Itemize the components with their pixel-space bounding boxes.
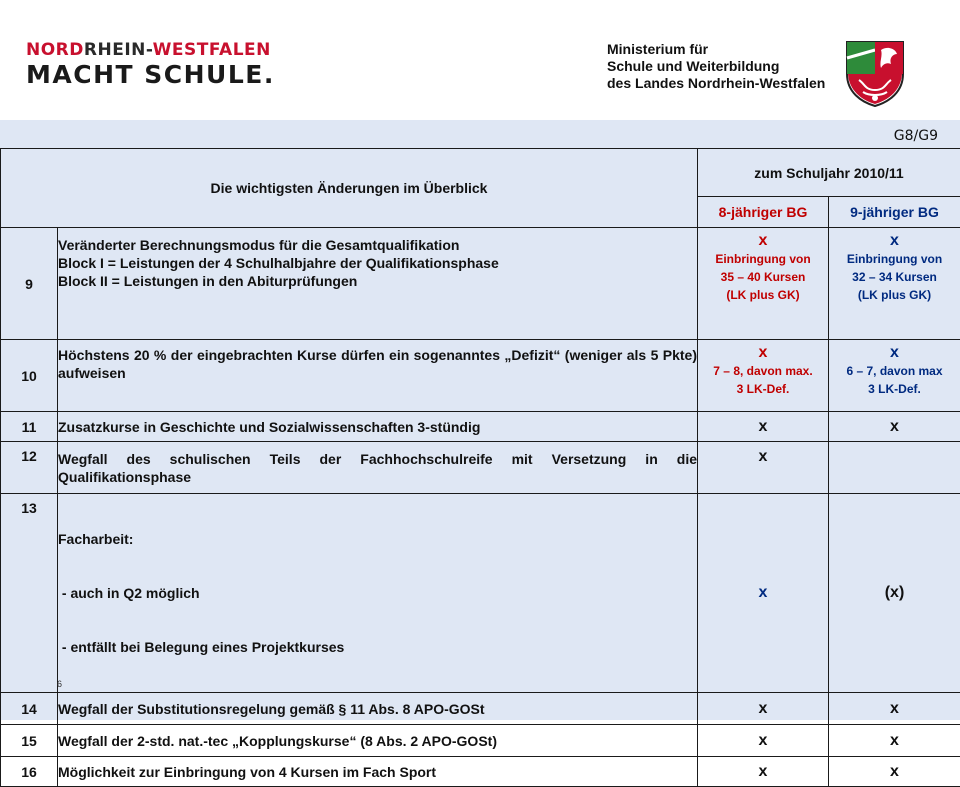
table-row [1,412,960,442]
mark-9-year [829,442,960,494]
table-row [1,757,960,787]
row-description [58,494,698,693]
row-description-line: Veränderter Berechnungsmodus für die Gesamtqualifikation [58,236,697,254]
row-description: Höchstens 20 % der eingebrachten Kurse dürfen ein sogenanntes „Defizit“ (weniger als 5 Pkte) aufweisen [58,340,698,412]
x-mark: x [829,232,960,250]
mark-8-year [698,228,829,340]
row-description [58,228,698,340]
row-description-line: - auch in Q2 möglich [58,584,697,602]
row-description-line: Facharbeit: [58,530,697,548]
x-mark: x [759,448,768,465]
x-mark: x [759,732,768,749]
mark-9-year [829,757,960,787]
slide-content [0,120,960,720]
table-row [1,494,960,693]
mark-9-year [829,725,960,757]
logo-word-rhein: RHEIN- [84,40,153,60]
table-row [1,340,960,412]
mark-note: 7 – 8, davon max. 3 LK-Def. [698,362,828,398]
x-mark: x [890,700,899,717]
row-description: Wegfall der 2-std. nat.-tec „Kopplungskurse“ (8 Abs. 2 APO-GOSt) [58,725,698,757]
mark-8-year [698,340,829,412]
row-description: Wegfall des schulischen Teils der Fachhochschulreife mit Versetzung in die Qualifikationsphase [58,442,698,494]
row-number: 12 [1,442,58,494]
logo-line-2: MACHT SCHULE. [26,60,275,90]
x-mark: x [759,584,768,601]
row-number: 10 [1,340,58,412]
mark-9-year [829,494,960,693]
mark-note: 6 – 7, davon max 3 LK-Def. [829,362,960,398]
x-mark: x [759,700,768,717]
mark-8-year [698,725,829,757]
row-description-line: - entfällt bei Belegung eines Projektkurses [58,638,697,656]
x-mark: x [890,418,899,435]
table-row [1,442,960,494]
g8-g9-tag: G8/G9 [894,128,938,144]
x-mark: x [698,232,828,250]
x-mark: x [759,763,768,780]
row-number: 11 [1,412,58,442]
changes-table [0,148,960,787]
row-number: 9 [1,228,58,340]
row-number: 16 [1,757,58,787]
table-header-row [1,149,960,197]
col-header-9-year: 9-jähriger BG [829,197,960,228]
mark-8-year [698,412,829,442]
mark-9-year [829,412,960,442]
page-header [0,0,960,120]
x-mark: x [698,344,828,362]
row-description-line: Block II = Leistungen in den Abiturprüfungen [58,272,697,290]
x-mark: x [759,418,768,435]
ministry-name [607,41,825,92]
nrw-macht-schule-logo [26,40,275,90]
mark-9-year [829,340,960,412]
col-header-8-year: 8-jähriger BG [698,197,829,228]
mark-9-year [829,228,960,340]
logo-line-1 [26,40,275,60]
ministry-line-2: Schule und Weiterbildung [607,58,825,75]
row-number: 13 [1,494,58,693]
table-title: Die wichtigsten Änderungen im Überblick [1,149,698,228]
school-year-label: zum Schuljahr 2010/11 [698,149,960,197]
mark-8-year [698,442,829,494]
page-number: 6 [57,679,62,689]
x-mark: x [890,732,899,749]
row-description: Möglichkeit zur Einbringung von 4 Kursen im Fach Sport [58,757,698,787]
table-row [1,228,960,340]
row-number: 14 [1,693,58,725]
nrw-coat-of-arms-icon [845,40,905,108]
logo-word-westfalen: WESTFALEN [153,40,271,60]
ministry-line-1: Ministerium für [607,41,825,58]
table-row [1,725,960,757]
ministry-line-3: des Landes Nordrhein-Westfalen [607,75,825,92]
x-mark: x [829,344,960,362]
row-description: Wegfall der Substitutionsregelung gemäß § 11 Abs. 8 APO-GOSt [58,693,698,725]
logo-word-nord: NORD [26,40,84,60]
mark-note: Einbringung von 32 – 34 Kursen (LK plus GK) [829,250,960,304]
row-description-line: Block I = Leistungen der 4 Schulhalbjahre der Qualifikationsphase [58,254,697,272]
x-mark: x [890,763,899,780]
row-description: Zusatzkurse in Geschichte und Sozialwissenschaften 3-stündig [58,412,698,442]
x-mark: (x) [885,584,905,601]
mark-note: Einbringung von 35 – 40 Kursen (LK plus GK) [698,250,828,304]
mark-8-year [698,757,829,787]
row-number: 15 [1,725,58,757]
mark-8-year [698,494,829,693]
